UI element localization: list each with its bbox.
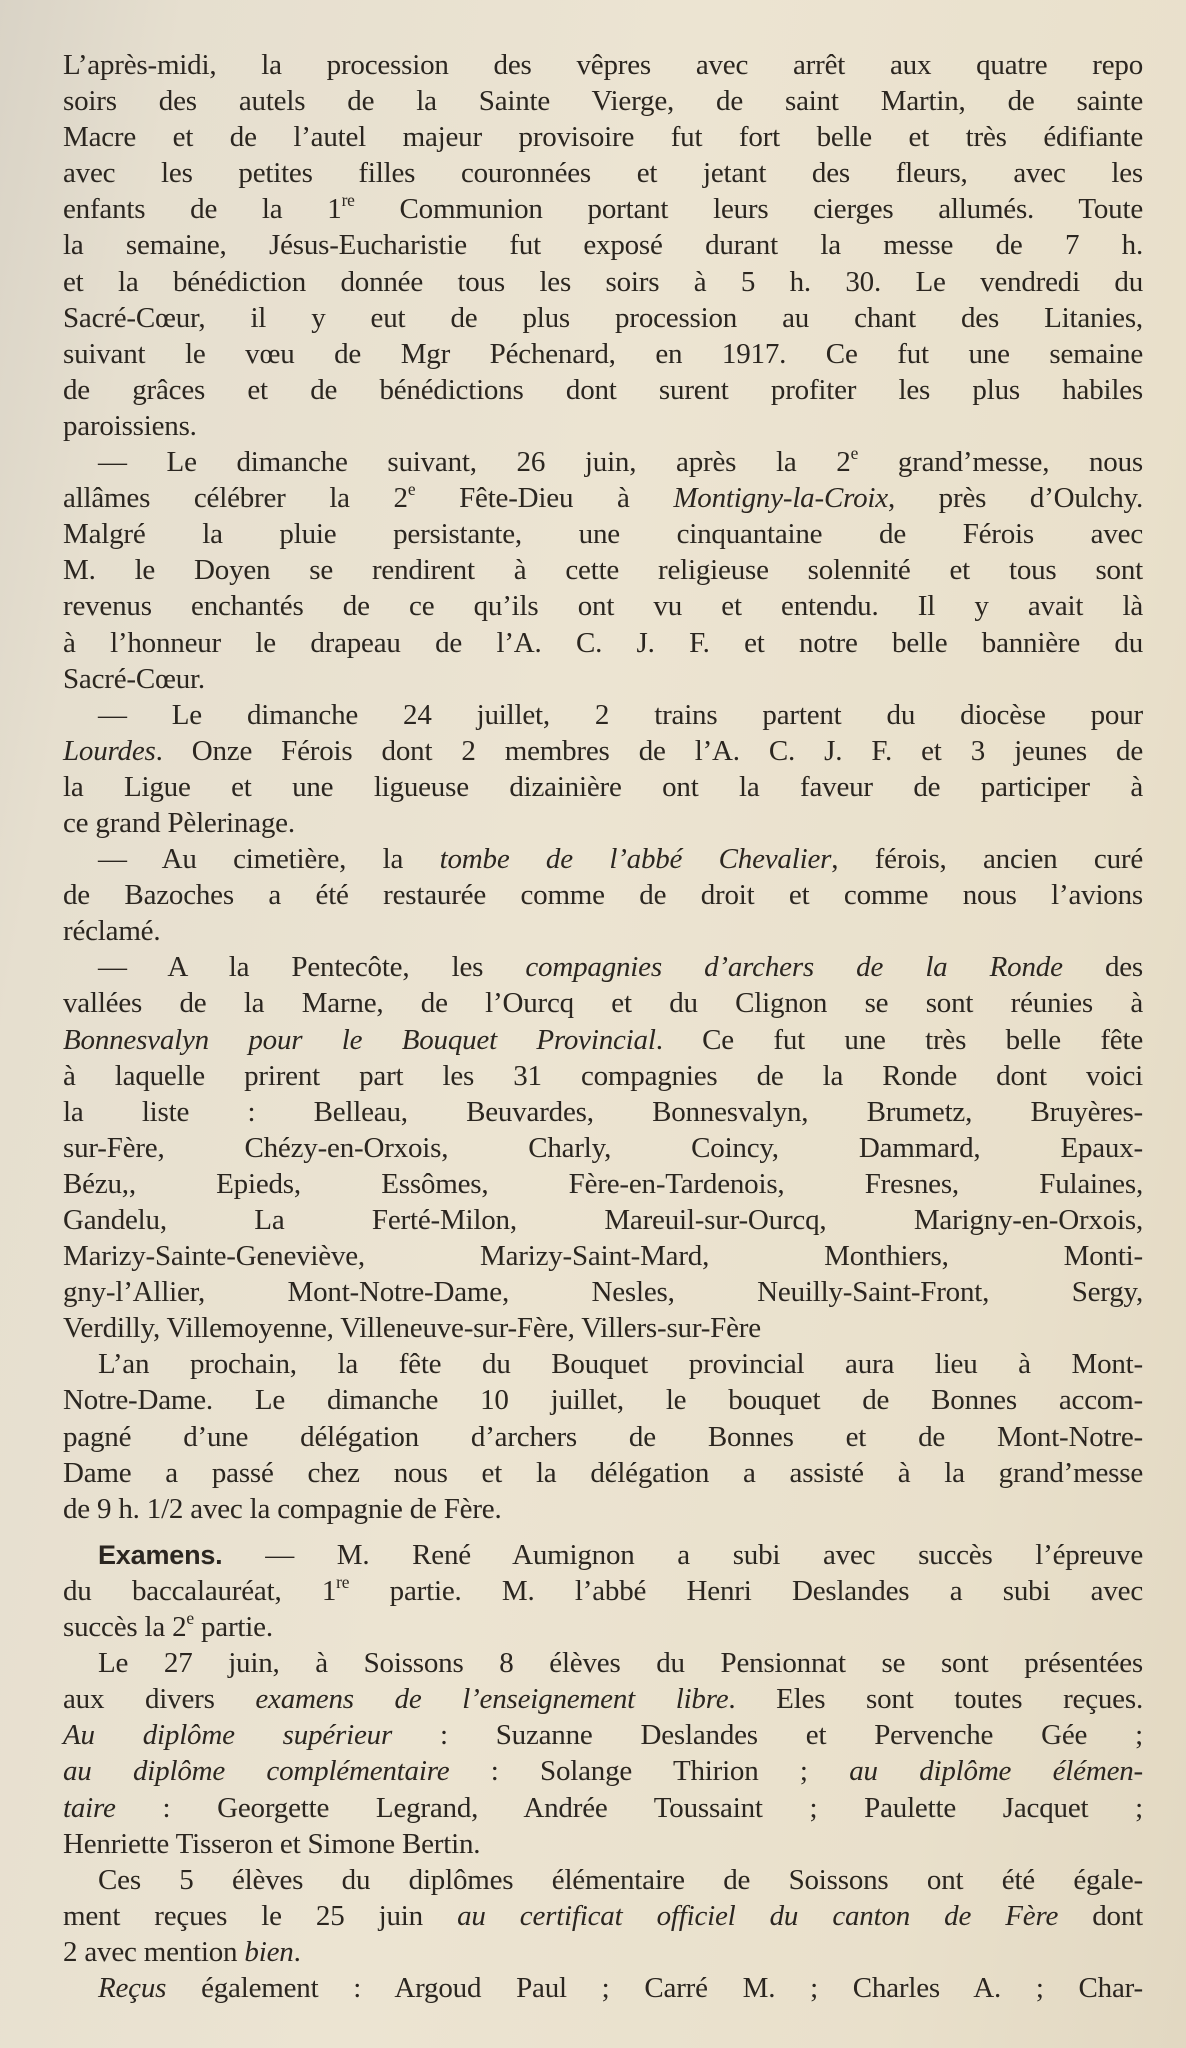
text-run: allâmes célébrer la 2	[63, 482, 408, 515]
text-run: la semaine, Jésus-Eucharistie fut exposé durant la messe de 7 h.	[63, 229, 1143, 262]
italic-text: au diplôme complémentaire	[63, 1755, 450, 1788]
text-run: partie. M. l’abbé Henri Deslandes a subi avec	[349, 1574, 1143, 1607]
text-run: sur-Fère, Chézy-en-Orxois, Charly, Coincy, Dammard, Epaux-	[63, 1131, 1143, 1164]
text-run: Fête-Dieu à	[415, 482, 674, 515]
text-line	[63, 1753, 1143, 1789]
text-run: Bézu,, Epieds, Essômes, Fère-en-Tardenois, Fresnes, Fulaines,	[63, 1167, 1143, 1200]
text-run: , près d’Oulchy.	[887, 482, 1143, 515]
text-run: la liste : Belleau, Beuvardes, Bonnesvalyn, Brumetz, Bruyères-	[63, 1095, 1143, 1128]
text-line	[63, 1166, 1143, 1202]
text-line	[63, 985, 1143, 1021]
text-line	[63, 336, 1143, 372]
text-line	[63, 588, 1143, 624]
text-run: de grâces et de bénédictions dont surent profiter les plus habiles	[63, 373, 1143, 406]
text-run: Sacré-Cœur.	[63, 662, 205, 695]
text-line	[63, 769, 1143, 805]
italic-text: examens de l’enseignement libre	[255, 1683, 729, 1716]
section-heading: Examens.	[98, 1539, 223, 1570]
text-line	[63, 264, 1143, 300]
text-line	[63, 1310, 1143, 1346]
superscript: e	[186, 1607, 194, 1628]
text-line	[63, 661, 1143, 697]
superscript: re	[336, 1571, 350, 1592]
text-line	[63, 1898, 1143, 1934]
text-run: enfants de la 1	[63, 193, 342, 226]
text-line	[63, 1862, 1143, 1898]
text-line	[63, 1346, 1143, 1382]
text-run: soirs des autels de la Sainte Vierge, de saint Martin, de sainte	[63, 85, 1143, 118]
text-line	[63, 1573, 1143, 1609]
text-run: : Suzanne Deslandes et Pervenche Gée ;	[392, 1719, 1143, 1752]
text-run: vallées de la Marne, de l’Ourcq et du Clignon se sont réunies à	[63, 987, 1143, 1020]
text-run: Marizy-Sainte-Geneviève, Marizy-Saint-Mard, Monthiers, Monti-	[63, 1240, 1143, 1273]
text-run: L’après-midi, la procession des vêpres avec arrêt aux quatre repo	[63, 49, 1143, 81]
paragraph	[63, 1645, 1143, 1862]
text-line	[63, 1419, 1143, 1455]
paragraph	[63, 697, 1143, 841]
text-run: succès la 2	[63, 1611, 187, 1644]
italic-text: Bonnesvalyn pour le Bouquet Provincial	[63, 1023, 656, 1056]
italic-text: Au diplôme supérieur	[63, 1719, 393, 1752]
text-run: revenus enchantés de ce qu’ils ont vu et entendu. Il y avait là	[63, 590, 1143, 623]
text-run: Sacré-Cœur, il y eut de plus procession au chant des Litanies,	[63, 301, 1143, 334]
text-line	[63, 1970, 1143, 2006]
text-run: Gandelu, La Ferté-Milon, Mareuil-sur-Ourcq, Marigny-en-Orxois,	[63, 1204, 1143, 1236]
text-run: du baccalauréat, 1	[63, 1574, 337, 1607]
text-line	[63, 1238, 1143, 1274]
text-line	[63, 516, 1143, 552]
text-line	[63, 1094, 1143, 1130]
text-line	[63, 1645, 1143, 1681]
text-run: dont	[1058, 1899, 1143, 1932]
text-run: , férois, ancien curé	[831, 843, 1144, 876]
text-line	[63, 119, 1143, 155]
text-run: des	[1062, 951, 1144, 984]
text-run: — M. René Aumignon a subi avec succès l’épreuve	[222, 1538, 1143, 1571]
text-run: gny-l’Allier, Mont-Notre-Dame, Nesles, Neuilly-Saint-Front, Sergy,	[63, 1276, 1143, 1309]
text-line	[63, 733, 1143, 769]
text-line	[63, 877, 1143, 913]
text-line	[63, 1022, 1143, 1058]
paragraph	[63, 841, 1143, 949]
text-line	[63, 625, 1143, 661]
text-run: Le 27 juin, à Soissons 8 élèves du Pensionnat se sont présentées	[98, 1647, 1143, 1680]
text-run: Malgré la pluie persistante, une cinquantaine de Férois avec	[63, 518, 1143, 551]
italic-text: au certificat officiel du canton de Fère	[457, 1899, 1059, 1932]
text-line	[63, 1382, 1143, 1418]
text-run: et la bénédiction donnée tous les soirs à 5 h. 30. Le vendredi du	[63, 265, 1143, 298]
text-run: de 9 h. 1/2 avec la compagnie de Fère.	[63, 1492, 502, 1525]
italic-text: Lourdes	[63, 734, 156, 767]
text-run: la Ligue et une ligueuse dizainière ont la faveur de participer à	[63, 770, 1143, 803]
text-line	[63, 1202, 1143, 1238]
section-examens	[63, 1537, 1143, 1645]
text-run: L’an prochain, la fête du Bouquet provincial aura lieu à Mont-	[98, 1348, 1143, 1381]
paragraph	[63, 1970, 1143, 2006]
text-line	[63, 372, 1143, 408]
text-run: — Le dimanche 24 juillet, 2 trains partent du diocèse pour	[98, 698, 1143, 731]
text-run: — Au cimetière, la	[98, 843, 440, 876]
paragraph	[63, 444, 1143, 697]
text-line	[63, 913, 1143, 949]
paragraph	[63, 47, 1143, 444]
text-line	[63, 191, 1143, 227]
superscript: e	[850, 442, 859, 463]
text-line	[63, 1537, 1143, 1573]
italic-text: Montigny-la-Croix	[673, 482, 888, 515]
text-line	[63, 1491, 1143, 1527]
text-line	[63, 697, 1143, 733]
text-run: suivant le vœu de Mgr Péchenard, en 1917. Ce fut une semaine	[63, 337, 1143, 370]
text-run: paroissiens.	[63, 409, 197, 442]
text-line	[63, 47, 1143, 83]
text-run: . Eles sont toutes reçues.	[728, 1683, 1143, 1716]
text-line	[63, 1130, 1143, 1166]
italic-text: bien	[244, 1935, 294, 1968]
italic-text: au diplôme élémen-	[849, 1755, 1144, 1788]
text-run: . Onze Férois dont 2 membres de l’A. C. J. F. et 3 jeunes de	[155, 734, 1143, 767]
text-run: ment reçues le 25 juin	[63, 1899, 458, 1932]
text-run: — A la Pentecôte, les	[98, 951, 526, 984]
text-run: avec les petites filles couronnées et jetant des fleurs, avec les	[63, 157, 1143, 190]
text-run: . Ce fut une très belle fête	[655, 1023, 1143, 1056]
text-run: — Le dimanche suivant, 26 juin, après la 2	[98, 446, 851, 479]
text-line	[63, 1790, 1143, 1826]
text-line	[63, 1455, 1143, 1491]
text-line	[63, 841, 1143, 877]
text-run: Henriette Tisseron et Simone Bertin.	[63, 1827, 481, 1860]
document-page	[63, 47, 1143, 2006]
text-line	[63, 552, 1143, 588]
text-run: de Bazoches a été restaurée comme de droit et comme nous l’avions	[63, 879, 1143, 912]
text-run: aux divers	[63, 1683, 256, 1716]
text-line	[63, 1058, 1143, 1094]
text-run: partie.	[193, 1611, 273, 1644]
italic-text: taire	[63, 1791, 116, 1824]
text-run: pagné d’une délégation d’archers de Bonnes et de Mont-Notre-	[63, 1420, 1143, 1453]
text-line	[63, 1934, 1143, 1970]
text-line	[63, 1717, 1143, 1753]
text-run: Notre-Dame. Le dimanche 10 juillet, le bouquet de Bonnes accom-	[63, 1384, 1143, 1417]
text-line	[63, 480, 1143, 516]
text-line	[63, 83, 1143, 119]
text-run: à laquelle prirent part les 31 compagnies de la Ronde dont voici	[63, 1059, 1143, 1092]
text-run: réclamé.	[63, 915, 161, 948]
text-line	[63, 805, 1143, 841]
text-line	[63, 949, 1143, 985]
text-line	[63, 1826, 1143, 1862]
text-run: grand’messe, nous	[858, 446, 1143, 479]
superscript: e	[407, 478, 416, 499]
text-line	[63, 1609, 1143, 1645]
text-run: Communion portant leurs cierges allumés. Toute	[354, 193, 1144, 226]
text-run: .	[293, 1935, 301, 1968]
text-run: Macre et de l’autel majeur provisoire fut fort belle et très édifiante	[63, 121, 1143, 154]
text-line	[63, 408, 1143, 444]
italic-text: Reçus	[98, 1971, 167, 2004]
text-run: 2 avec mention	[63, 1935, 245, 1968]
text-run: à l’honneur le drapeau de l’A. C. J. F. et notre belle bannière du	[63, 626, 1143, 659]
text-run: ce grand Pèlerinage.	[63, 806, 295, 839]
text-run: également : Argoud Paul ; Carré M. ; Charles A. ; Char-	[166, 1971, 1143, 2004]
text-line	[63, 155, 1143, 191]
paragraph	[63, 1346, 1143, 1526]
text-run: Dame a passé chez nous et la délégation a assisté à la grand’messe	[63, 1456, 1143, 1489]
text-run: : Georgette Legrand, Andrée Toussaint ; Paulette Jacquet ;	[115, 1791, 1143, 1824]
italic-text: tombe de l’abbé Chevalier	[439, 843, 832, 876]
text-line	[63, 227, 1143, 263]
text-line	[63, 1681, 1143, 1717]
text-line	[63, 444, 1143, 480]
text-line	[63, 1274, 1143, 1310]
paragraph	[63, 1862, 1143, 1970]
text-run: Ces 5 élèves du diplômes élémentaire de Soissons ont été égale-	[98, 1863, 1143, 1896]
italic-text: compagnies d’archers de la Ronde	[525, 951, 1063, 984]
paragraph	[63, 949, 1143, 1346]
superscript: re	[341, 190, 355, 211]
text-run: M. le Doyen se rendirent à cette religieuse solennité et tous sont	[63, 554, 1143, 587]
text-run: Verdilly, Villemoyenne, Villeneuve-sur-Fère, Villers-sur-Fère	[63, 1312, 761, 1345]
text-line	[63, 300, 1143, 336]
text-run: : Solange Thirion ;	[449, 1755, 850, 1788]
